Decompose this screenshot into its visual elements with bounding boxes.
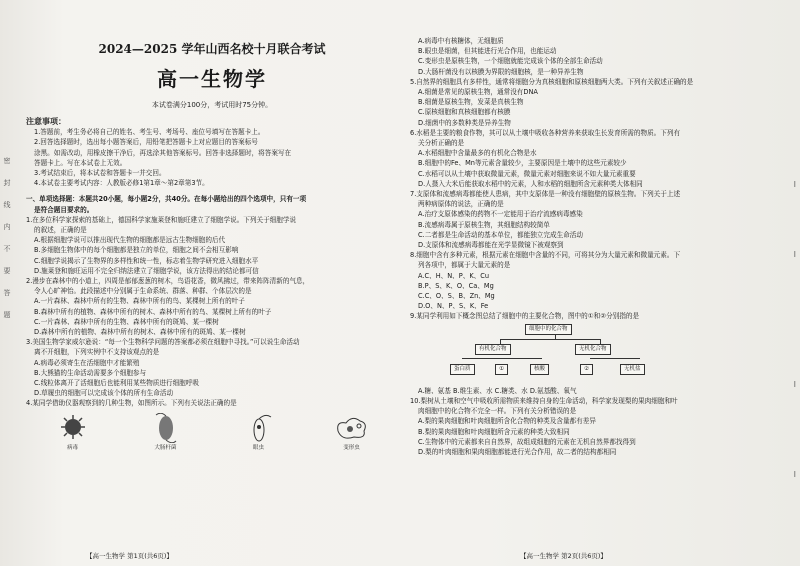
concept-inorganic: 无机化合物 xyxy=(575,344,611,355)
question-line: A.治疗支原体感染的药物不一定能用于治疗流感病毒感染 xyxy=(418,210,583,219)
question-line: D.人摄入大米后能获取水稻中的元素，人和水稻的细胞所含元素种类大体相同 xyxy=(418,179,643,188)
question-line: 3.美国生物学家威尔逊说：“每一个生物科学问题的答案都必须在细胞中寻找。”可以说生命活动 xyxy=(26,338,300,347)
concept-protein: 蛋白质 xyxy=(450,364,475,375)
question-line: A.一片森林、森林中所有的生物、森林中所有的鸟、某棵树上所有的叶子 xyxy=(34,297,245,306)
section-heading: 一、单项选择题：本题共20小题，每小题2分，共40分。在每小题给出的四个选项中，只有一项 xyxy=(26,195,307,204)
binding-margin xyxy=(0,150,14,450)
question-line: C.一片森林、森林中所有的生物、森林中所有的斑鸠、某一棵树 xyxy=(34,317,219,326)
concept-organic: 有机化合物 xyxy=(475,344,511,355)
question-4-figures xyxy=(26,413,398,453)
notice-item: 答题卡上。写在本试卷上无效。 xyxy=(34,158,127,167)
left-questions xyxy=(26,215,398,409)
question-line: A.梨的果肉细胞和叶肉细胞所含化合物的种类及含量都有差异 xyxy=(418,417,596,426)
question-line: C.生物体中的元素都来自自然界，故组成细胞的元素在无机自然界都找得到 xyxy=(418,437,636,446)
notice-item: 1.答题前，考生务必将自己的姓名、考生号、考场号、座位号填写在答题卡上。 xyxy=(34,128,265,137)
question-line: 1.在多位科学家探索的基础上，德国科学家施莱登和施旺建立了细胞学说。下列关于细胞学说 xyxy=(26,215,297,224)
right-questions-2 xyxy=(410,386,788,457)
notice-heading: 注意事项： xyxy=(26,117,66,127)
question-line: A.根据细胞学说可以推出现代生物的细胞都是远古生物细胞的后代 xyxy=(34,236,226,245)
figure-label: 大肠杆菌 xyxy=(154,444,177,451)
question-line: C.C、O、S、B、Zn、Mg xyxy=(418,292,495,301)
question-line: 6.水稻是主要的粮食作物，其可以从土壤中吸收各种营养来获取生长发育所需的物质。下列有 xyxy=(410,128,681,137)
notice-list xyxy=(26,127,398,188)
question-line: 10.梨树从土壤和空气中吸收所需物质来维持自身的生命活动，科学家发现梨的果肉细胞和叶 xyxy=(410,396,678,405)
question-line: 关分析正确的是 xyxy=(418,139,465,148)
question-line: 8.细胞中含有多种元素，根据元素在细胞中含量的不同，可将其分为大量元素和微量元素。下 xyxy=(410,251,681,260)
binding-char: 不 xyxy=(3,245,11,253)
question-line: A.病毒必须寄生在活细胞中才能繁殖 xyxy=(34,358,140,367)
question-line: 2.漫步在森林中的小道上，四周是郁郁葱葱的树木，鸟语花香，微风拂过，带来阵阵清新的气息， xyxy=(26,277,310,286)
question-line: D.细菌中的多数种类是异养生物 xyxy=(418,118,511,127)
notice-item: 4.本试卷主要考试内容：人教版必修1第1章～第2章第3节。 xyxy=(34,179,209,188)
binding-char: 要 xyxy=(3,267,11,275)
binding-char: 题 xyxy=(3,311,11,319)
question-line: 离不开细胞，下列实例中不支持该观点的是 xyxy=(34,348,160,357)
question-line: A.C、H、N、P、K、Cu xyxy=(418,271,490,280)
question-line: C.变形虫是原核生物，一个细胞就能完成该个体的全部生命活动 xyxy=(418,57,603,66)
question-line: B.流感病毒属于原核生物，其细胞结构较简单 xyxy=(418,220,550,229)
binding-char: 答 xyxy=(3,289,11,297)
figure-amoeba xyxy=(322,413,382,453)
question-line: A.水稻细胞中含量最多的有机化合物是水 xyxy=(418,149,537,158)
figure-label: 变形虫 xyxy=(343,444,360,451)
question-line: 列各项中，都属于大量元素的是 xyxy=(418,261,511,270)
question-line: 的叙述，正确的是 xyxy=(34,226,87,235)
question-line: C.细胞学说揭示了生物界的多样性和统一性，标志着生物学研究进入细胞水平 xyxy=(34,256,259,265)
question-line: D.大肠杆菌没有以核膜为界限的细胞核，是一种异养生物 xyxy=(418,67,584,76)
question-line: A.病毒中有核糖体，无细胞质 xyxy=(418,37,504,45)
question-line: D.O、N、P、S、K、Fe xyxy=(418,302,489,311)
subject-title: 高一生物学 xyxy=(157,67,267,91)
page-footer-right: 【高一生物学 第2页(共6页)】 xyxy=(520,552,607,560)
question-line: D.施莱登和施旺运用不完全归纳法建立了细胞学说，该方法得出的结论都可信 xyxy=(34,266,259,275)
concept-map xyxy=(450,324,670,384)
concept-blank-2: ② xyxy=(580,364,593,375)
figure-label: 病毒 xyxy=(66,444,78,451)
question-line: B.多细胞生物体中的每个细胞都是独立的单位，细胞之间不会相互影响 xyxy=(34,246,239,255)
concept-blank-1: ① xyxy=(495,364,508,375)
notice-item: 涂黑。如需改动，用橡皮擦干净后，再选涂其他答案标号。回答非选择题时，将答案写在 xyxy=(34,148,292,157)
right-column xyxy=(410,0,788,566)
notice-item: 2.回答选择题时，选出每小题答案后，用铅笔把答题卡上对应题目的答案标号 xyxy=(34,138,258,147)
question-line: C.线粒体离开了活细胞后也能利用某些物质进行细胞呼吸 xyxy=(34,379,199,388)
binding-char: 内 xyxy=(3,223,11,231)
page-footer-left: 【高一生物学 第1页(共6页)】 xyxy=(86,552,173,560)
binding-char: 线 xyxy=(3,201,11,209)
question-line: D.梨的叶肉细胞和果肉细胞都能进行光合作用，故二者的结构都相同 xyxy=(418,447,617,456)
exam-title: 2024—2025 学年山西名校十月联合考试 xyxy=(98,42,326,56)
question-line: C.二者都是生命活动的基本单位，都能独立完成生命活动 xyxy=(418,230,583,239)
question-line: B.森林中所有的植物、森林中所有的树木、森林中所有的鸟、某棵树上所有的叶子 xyxy=(34,307,272,316)
question-line: B.大熊猫的生命活动需要多个细胞参与 xyxy=(34,368,147,377)
question-line: 7.支原体和流感病毒都能使人患病，其中支原体是一种没有细胞壁的原核生物。下列关于上述 xyxy=(410,190,681,199)
right-edge-marks: I I I I xyxy=(793,180,796,479)
question-line: 肉细胞中的化合物不完全一样。下列有关分析错误的是 xyxy=(418,407,577,416)
figure-virus xyxy=(43,413,103,453)
question-line: B.P、S、K、O、Ca、Mg xyxy=(418,281,494,290)
question-line: 5.自然界的细胞具有多样性，通常将细胞分为真核细胞和原核细胞两大类。下列有关叙述正确的是 xyxy=(410,77,694,86)
question-line: 9.某同学利用如下概念图总结了细胞中的主要化合物，图中的①和②分别指的是 xyxy=(410,312,640,321)
right-questions xyxy=(410,36,788,322)
concept-nucleic: 核酸 xyxy=(530,364,549,375)
binding-char: 封 xyxy=(3,179,11,187)
concept-root: 细胞中的化合物 xyxy=(525,324,572,335)
figure-euglena xyxy=(229,413,289,453)
question-line: B.梨的果肉细胞和叶肉细胞所含元素的种类大致相同 xyxy=(418,427,570,436)
question-line: 令人心旷神怡。此段描述中分别属于生命系统、群落、种群、个体层次的是 xyxy=(34,287,252,296)
question-line: C.水稻可以从土壤中获取微量元素，微量元素对细胞来说不如大量元素重要 xyxy=(418,169,636,178)
question-line: B.细菌是原核生物，发菜是真核生物 xyxy=(418,98,524,107)
question-line: D.草履虫的细胞可以完成该个体的所有生命活动 xyxy=(34,389,174,398)
exam-meta: 本试卷满分100分，考试用时75分钟。 xyxy=(151,101,273,109)
notice-item: 3.考试结束后，将本试卷和答题卡一并交回。 xyxy=(34,169,166,178)
left-column xyxy=(26,0,398,566)
question-line: D.森林中所有的植物、森林中所有的树木、森林中所有的斑鸠、某一棵树 xyxy=(34,328,246,337)
question-line: A.细菌是常见的原核生物，通常没有DNA xyxy=(418,88,538,97)
figure-ecoli xyxy=(136,413,196,453)
section-heading-cont: 是符合题目要求的。 xyxy=(34,205,94,214)
question-line: C.原核细胞和真核细胞都有核膜 xyxy=(418,108,511,117)
concept-salts: 无机盐 xyxy=(620,364,645,375)
question-line: B.细胞中的Fe、Mn等元素含量较少，主要原因是土壤中的这些元素较少 xyxy=(418,159,627,168)
question-line: B.眼虫是细菌，但其能进行光合作用，也能运动 xyxy=(418,47,557,56)
question-line: A.糖、氨基 B.维生素、水 C.糖类、水 D.氨基酸、氧气 xyxy=(418,386,577,395)
question-line: 4.某同学借助仪器观察到的几种生物，如图所示。下列有关说法正确的是 xyxy=(26,399,237,408)
binding-char: 密 xyxy=(3,157,11,165)
figure-label: 眼虫 xyxy=(252,444,264,451)
question-line: D.支原体和流感病毒都能在光学显微镜下被观察到 xyxy=(418,241,564,250)
question-line: 两种病原体的说法，正确的是 xyxy=(418,200,504,209)
